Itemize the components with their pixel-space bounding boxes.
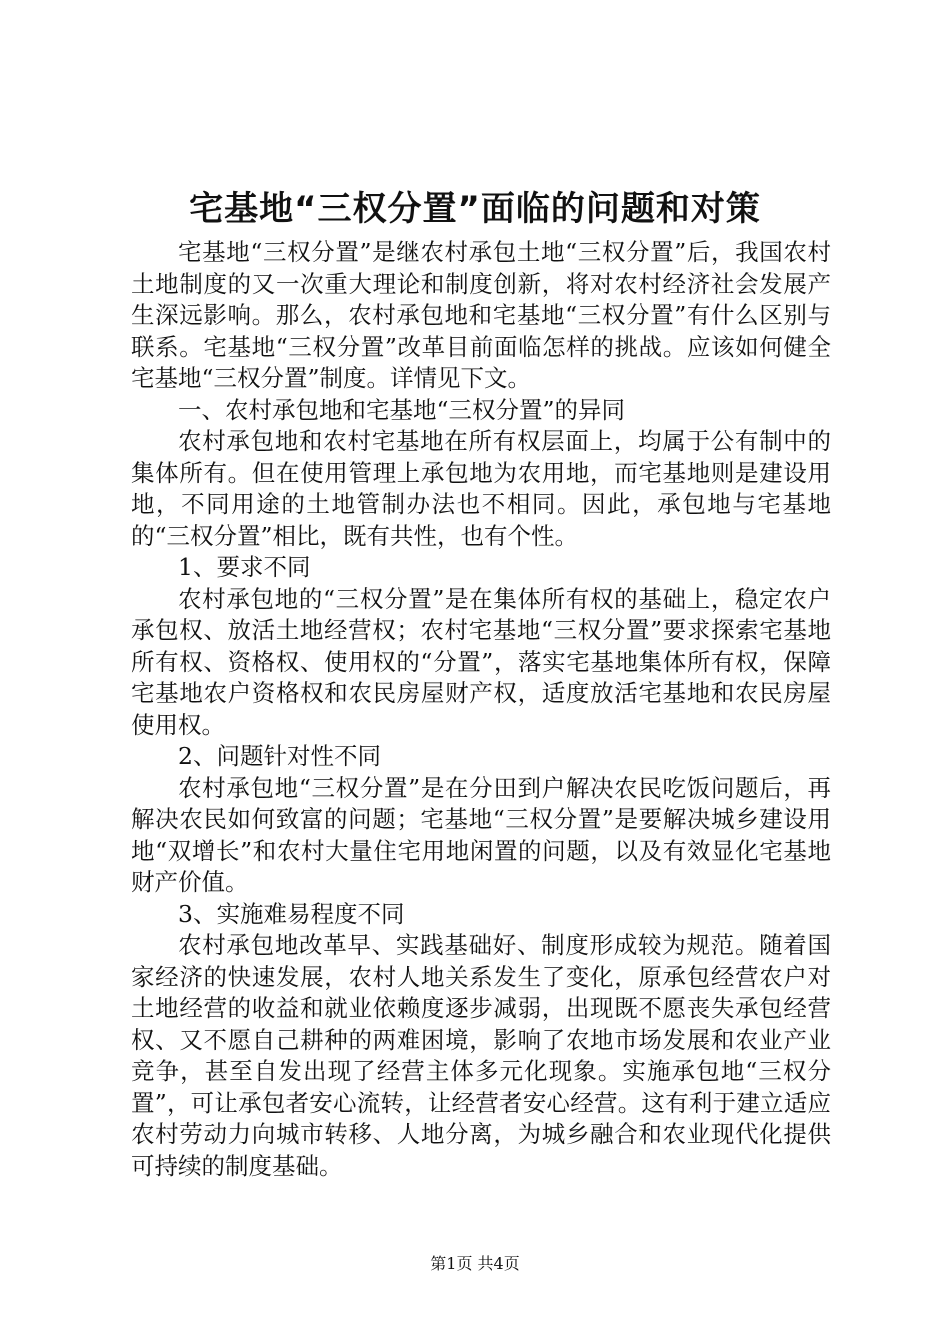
page-number-footer: 第1页 共4页 — [430, 1254, 520, 1273]
section-heading-1: 一、农村承包地和宅基地“三权分置”的异同 — [178, 395, 626, 424]
subheading-requirements: 1、要求不同 — [178, 553, 311, 581]
paragraph-section-1: 农村承包地和农村宅基地在所有权层面上，均属于公有制中的集体所有。但在使用管理上承包地为农用地，而宅基地则是建设用地，不同用途的土地管制办法也不相同。因此，承包地与宅基地的“三权分置”相比，既有共性，也有个性。 — [131, 427, 831, 550]
paragraph-difficulty: 农村承包地改革早、实践基础好、制度形成较为规范。随着国家经济的快速发展，农村人地关系发生了变化，原承包经营农户对土地经营的收益和就业依赖度逐步减弱，出现既不愿丧失承包经营权、又不愿自己耕种的两难困境，影响了农地市场发展和农业产业竞争，甚至自发出现了经营主体多元化现象。实施承包地“三权分置”，可让承包者安心流转，让经营者安心经营。这有利于建立适应农村劳动力向城市转移、人地分离，为城乡融合和农业现代化提供可持续的制度基础。 — [131, 931, 831, 1180]
subheading-difficulty: 3、实施难易程度不同 — [178, 899, 405, 928]
page-title: 宅基地“三权分置”面临的问题和对策 — [189, 189, 761, 229]
paragraph-intro: 宅基地“三权分置”是继农村承包土地“三权分置”后，我国农村土地制度的又一次重大理论和制度创新，将对农村经济社会发展产生深远影响。那么，农村承包地和宅基地“三权分置”有什么区别与联系。宅基地“三权分置”改革目前面临怎样的挑战。应该如何健全宅基地“三权分置”制度。详情见下文。 — [131, 238, 831, 392]
paragraph-problem-focus: 农村承包地“三权分置”是在分田到户解决农民吃饭问题后，再解决农民如何致富的问题；宅基地“三权分置”是要解决城乡建设用地“双增长”和农村大量住宅用地闲置的问题，以及有效显化宅基地财产价值。 — [131, 773, 831, 896]
subheading-problem-focus: 2、问题针对性不同 — [178, 742, 381, 770]
document-body — [131, 237, 831, 1182]
paragraph-requirements: 农村承包地的“三权分置”是在集体所有权的基础上，稳定农户承包权、放活土地经营权；农村宅基地“三权分置”要求探索宅基地所有权、资格权、使用权的“分置”，落实宅基地集体所有权，保障宅基地农户资格权和农民房屋财产权，适度放活宅基地和农民房屋使用权。 — [131, 584, 831, 739]
